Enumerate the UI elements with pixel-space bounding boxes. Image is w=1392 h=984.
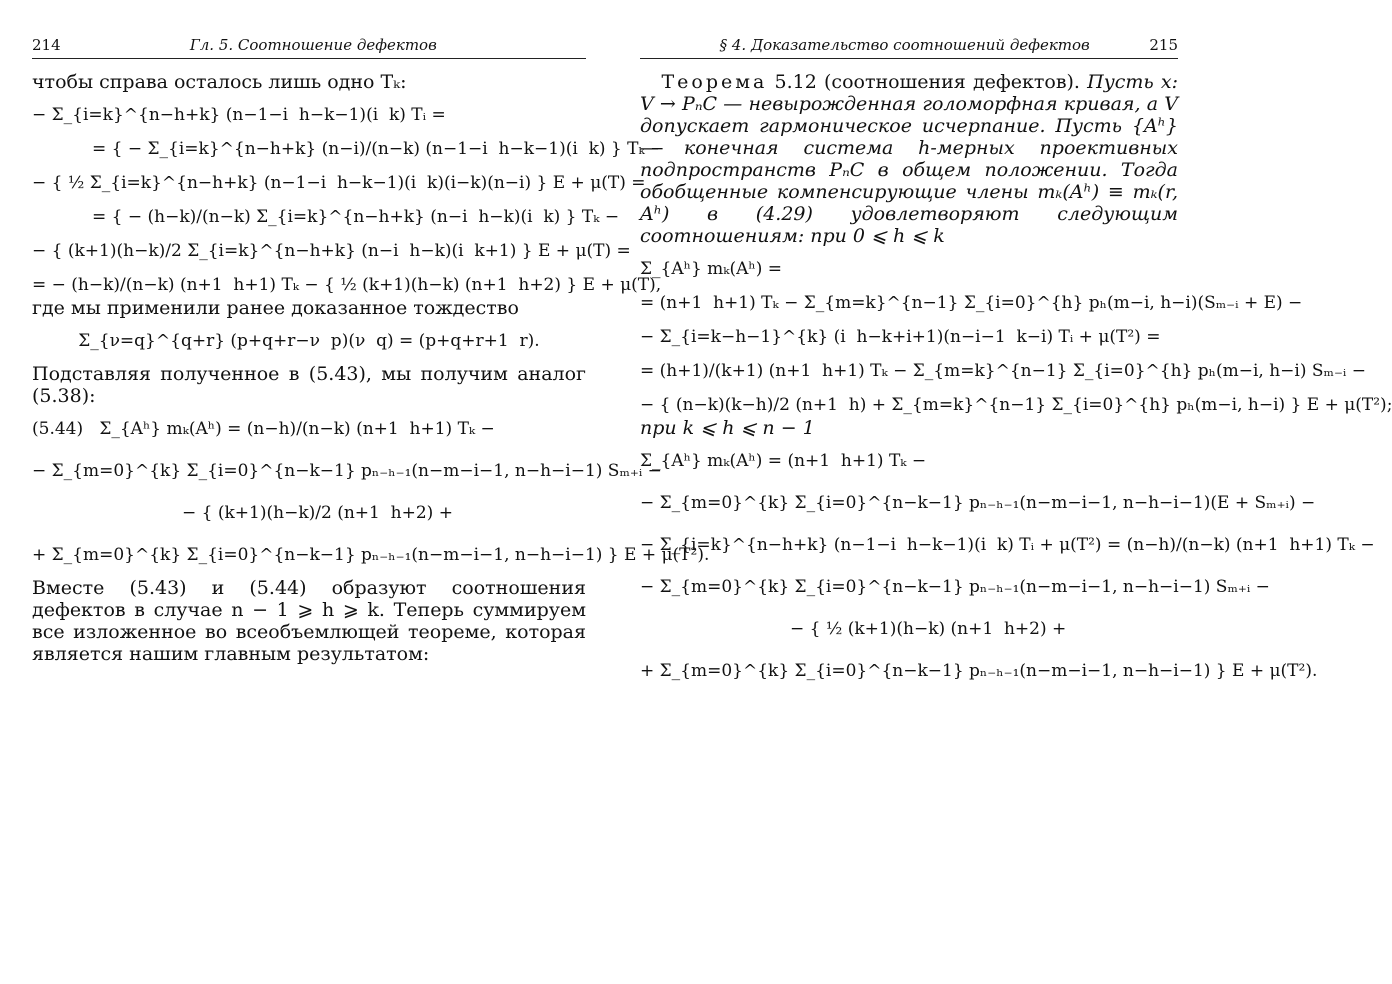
right-equation-2-line-2: − Σ_{m=0}^{k} Σ_{i=0}^{n−k−1} pₙ₋ₕ₋₁(n−m−i−1, n−h−i−1)(E + Sₘ₊ᵢ) − — [640, 493, 1316, 513]
left-equation-line-3: − { ½ Σ_{i=k}^{n−h+k} (n−1−i h−k−1)(i k)(i−k)(n−i) } E + μ(T) = — [32, 173, 646, 193]
right-equation-2-line-1: Σ_{Aʰ} mₖ(Aʰ) = (n+1 h+1) Tₖ − — [640, 451, 927, 471]
left-page-number: 214 — [32, 36, 61, 54]
right-page — [600, 0, 1392, 984]
theorem-body: Пусть x: V → PₙC — невырожденная голоморфная кривая, а V допускает гармоническое исчерпание. Пусть {Aʰ} — конечная система h-мерных проективных подпространств PₙC в общем положении. Тогда обобщенные компенсирующие члены mₖ(Aʰ) ≡ mₖ(r, Aʰ) в (4.29) удовлетворяют следующим соотношениям: при 0 ⩽ h ⩽ k — [640, 71, 1179, 247]
right-equation-line-4: = (h+1)/(k+1) (n+1 h+1) Tₖ − Σ_{m=k}^{n−1} Σ_{i=0}^{h} pₕ(m−i, h−i) Sₘ₋ᵢ − — [640, 361, 1367, 381]
left-where-text: где мы применили ранее доказанное тождество — [32, 297, 519, 319]
equation-5-44-line-2: − Σ_{m=0}^{k} Σ_{i=0}^{n−k−1} pₙ₋ₕ₋₁(n−m−i−1, n−h−i−1) Sₘ₊ᵢ − — [32, 461, 662, 481]
right-condition-text: при k ⩽ h ⩽ n − 1 — [640, 417, 815, 439]
left-equation-line-6: = − (h−k)/(n−k) (n+1 h+1) Tₖ − { ½ (k+1)(h−k) (n+1 h+2) } E + μ(T), — [32, 275, 662, 295]
equation-5-44-line-3: − { (k+1)(h−k)/2 (n+1 h+2) + — [182, 503, 453, 523]
left-equation-line-4: = { − (h−k)/(n−k) Σ_{i=k}^{n−h+k} (n−i h−k)(i k) } Tₖ − — [92, 207, 620, 227]
right-equation-line-1: Σ_{Aʰ} mₖ(Aʰ) = — [640, 259, 783, 279]
left-closing-text: Вместе (5.43) и (5.44) образуют соотношения дефектов в случае n − 1 ⩾ h ⩾ k. Теперь суммируем все изложенное во всеобъемлющей теореме, которая является нашим главным результатом: — [32, 577, 586, 665]
left-intro-text: чтобы справа осталось лишь одно Tₖ: — [32, 71, 407, 93]
left-equation-line-5: − { (k+1)(h−k)/2 Σ_{i=k}^{n−h+k} (n−i h−k)(i k+1) } E + μ(T) = — [32, 241, 631, 261]
right-equation-2-line-5: − { ½ (k+1)(h−k) (n+1 h+2) + — [790, 619, 1067, 639]
theorem-label: Теорема — [661, 71, 768, 93]
right-page-number: 215 — [1149, 36, 1178, 54]
left-identity-equation: Σ_{ν=q}^{q+r} (p+q+r−ν p)(ν q) = (p+q+r+1 r). — [78, 331, 540, 351]
left-equation-line-2: = { − Σ_{i=k}^{n−h+k} (n−i)/(n−k) (n−1−i h−k−1)(i k) } Tₖ − — [92, 139, 665, 159]
equation-5-44-line-4: + Σ_{m=0}^{k} Σ_{i=0}^{n−k−1} pₙ₋ₕ₋₁(n−m−i−1, n−h−i−1) } E + μ(T²). — [32, 545, 710, 565]
right-equation-2-line-3: − Σ_{i=k}^{n−h+k} (n−1−i h−k−1)(i k) Tᵢ + μ(T²) = (n−h)/(n−k) (n+1 h+1) Tₖ − — [640, 535, 1375, 555]
left-substitution-text: Подставляя полученное в (5.43), мы получим аналог (5.38): — [32, 363, 586, 407]
right-equation-2-line-4: − Σ_{m=0}^{k} Σ_{i=0}^{n−k−1} pₙ₋ₕ₋₁(n−m−i−1, n−h−i−1) Sₘ₊ᵢ − — [640, 577, 1270, 597]
theorem-statement — [640, 71, 1178, 247]
left-running-head: Гл. 5. Соотношение дефектов — [189, 36, 437, 54]
right-running-header — [640, 36, 1178, 59]
left-equation-line-1: − Σ_{i=k}^{n−h+k} (n−1−i h−k−1)(i k) Tᵢ = — [32, 105, 446, 125]
right-running-head: § 4. Доказательство соотношений дефектов — [719, 36, 1090, 54]
equation-5-44-line-1: (5.44) Σ_{Aʰ} mₖ(Aʰ) = (n−h)/(n−k) (n+1 h+1) Tₖ − — [32, 419, 495, 439]
theorem-title: (соотношения дефектов). — [824, 71, 1080, 93]
right-equation-line-2: = (n+1 h+1) Tₖ − Σ_{m=k}^{n−1} Σ_{i=0}^{h} pₕ(m−i, h−i)(Sₘ₋ᵢ + E) − — [640, 293, 1303, 313]
left-running-header — [32, 36, 586, 59]
right-equation-2-line-6: + Σ_{m=0}^{k} Σ_{i=0}^{n−k−1} pₙ₋ₕ₋₁(n−m−i−1, n−h−i−1) } E + μ(T²). — [640, 661, 1318, 681]
right-equation-line-3: − Σ_{i=k−h−1}^{k} (i h−k+i+1)(n−i−1 k−i) Tᵢ + μ(T²) = — [640, 327, 1161, 347]
theorem-number: 5.12 — [774, 71, 817, 93]
right-equation-line-5: − { (n−k)(k−h)/2 (n+1 h) + Σ_{m=k}^{n−1} Σ_{i=0}^{h} pₕ(m−i, h−i) } E + μ(T²); — [640, 395, 1392, 415]
